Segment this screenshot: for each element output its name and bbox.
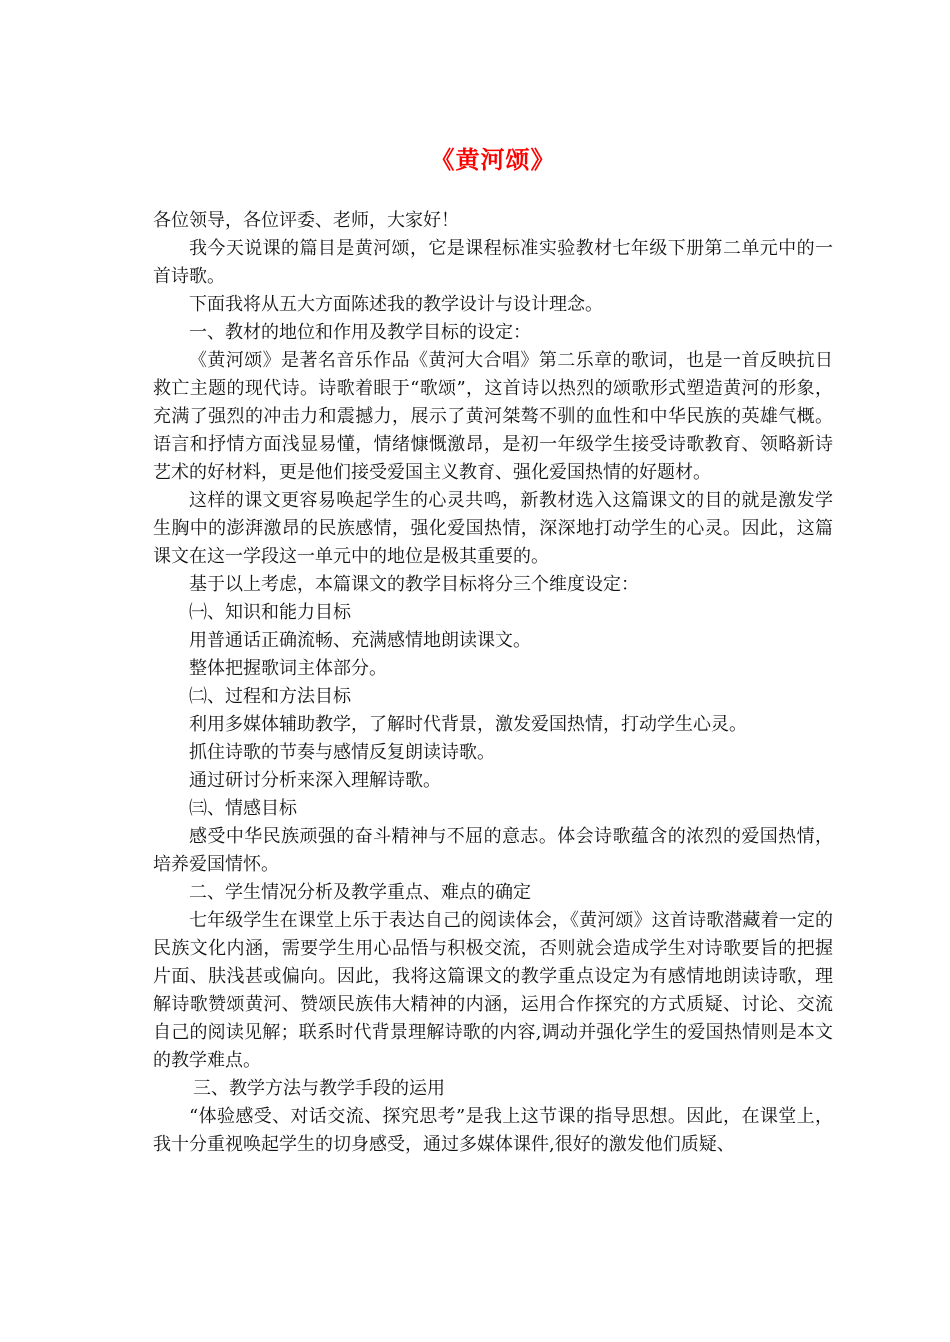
body-paragraph: 《黄河颂》是著名音乐作品《黄河大合唱》第二乐章的歌词，也是一首反映抗日救亡主题的现代诗。诗歌着眼于“歌颂”，这首诗以热烈的颂歌形式塑造黄河的形象，充满了强烈的冲击力和震撼力，展示了黄河桀骜不驯的血性和中华民族的英雄气概。语言和抒情方面浅显易懂，情绪慷慨激昂，是初一年级学生接受诗歌教育、领略新诗艺术的好材料，更是他们接受爱国主义教育、强化爱国热情的好题材。 bbox=[153, 350, 833, 483]
section-heading-3: 三、教学方法与教学手段的运用 bbox=[193, 1078, 445, 1099]
outline-paragraph: 下面我将从五大方面陈述我的教学设计与设计理念。 bbox=[189, 294, 603, 315]
subsection-heading: ㈡、过程和方法目标 bbox=[189, 686, 351, 707]
body-paragraph: “体验感受、对话交流、探究思考”是我上这节课的指导思想。因此，在课堂上，我十分重视唤起学生的切身感受，通过多媒体课件,很好的激发他们质疑、 bbox=[153, 1106, 833, 1155]
list-item: 通过研讨分析来深入理解诗歌。 bbox=[189, 770, 441, 791]
document-title: 《黄河颂》 bbox=[430, 145, 556, 174]
intro-paragraph: 我今天说课的篇目是黄河颂，它是课程标准实验教材七年级下册第二单元中的一首诗歌。 bbox=[153, 238, 833, 287]
body-paragraph: 感受中华民族顽强的奋斗精神与不屈的意志。体会诗歌蕴含的浓烈的爱国热情，培养爱国情怀。 bbox=[153, 826, 833, 875]
list-item: 利用多媒体辅助教学，了解时代背景，激发爱国热情，打动学生心灵。 bbox=[189, 714, 747, 735]
list-item: 整体把握歌词主体部分。 bbox=[189, 658, 387, 679]
subsection-heading: ㈠、知识和能力目标 bbox=[189, 602, 351, 623]
greeting-paragraph: 各位领导，各位评委、老师，大家好！ bbox=[153, 210, 459, 231]
section-heading-1: 一、教材的地位和作用及教学目标的设定： bbox=[189, 322, 531, 343]
body-paragraph: 这样的课文更容易唤起学生的心灵共鸣，新教材选入这篇课文的目的就是激发学生胸中的澎湃激昂的民族感情，强化爱国热情，深深地打动学生的心灵。因此，这篇课文在这一学段这一单元中的地位是极其重要的。 bbox=[153, 490, 833, 567]
body-paragraph: 基于以上考虑，本篇课文的教学目标将分三个维度设定： bbox=[189, 574, 639, 595]
subsection-heading: ㈢、情感目标 bbox=[189, 798, 297, 819]
list-item: 抓住诗歌的节奏与感情反复朗读诗歌。 bbox=[189, 742, 495, 763]
section-heading-2: 二、学生情况分析及教学重点、难点的确定 bbox=[189, 882, 531, 903]
body-paragraph: 七年级学生在课堂上乐于表达自己的阅读体会，《黄河颂》这首诗歌潜藏着一定的民族文化内涵，需要学生用心品悟与积极交流，否则就会造成学生对诗歌要旨的把握片面、肤浅甚或偏向。因此，我将这篇课文的教学重点设定为有感情地朗读诗歌，理解诗歌赞颂黄河、赞颂民族伟大精神的内涵，运用合作探究的方式质疑、讨论、交流自己的阅读见解；联系时代背景理解诗歌的内容,调动并强化学生的爱国热情则是本文的教学难点。 bbox=[153, 910, 833, 1071]
list-item: 用普通话正确流畅、充满感情地朗读课文。 bbox=[189, 630, 531, 651]
document-page bbox=[153, 140, 833, 1159]
